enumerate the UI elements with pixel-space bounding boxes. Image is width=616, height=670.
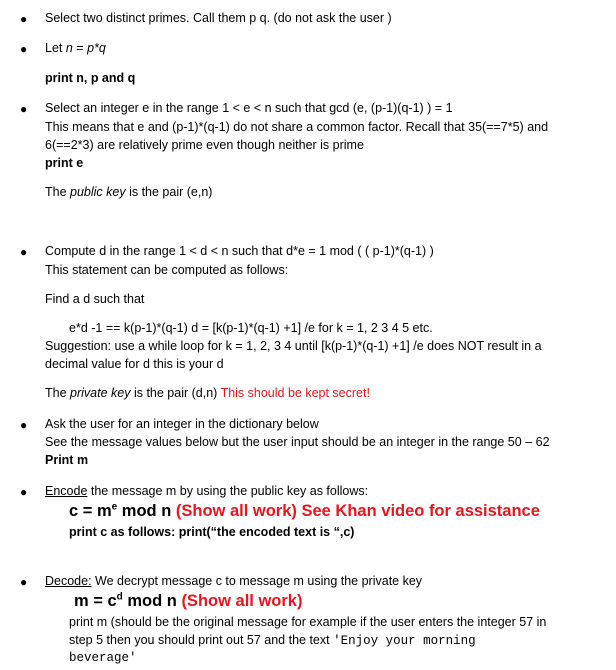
step7-line1: Decode: We decrypt message c to message m using the private key [45, 574, 423, 588]
bullet-icon: ● [20, 12, 28, 26]
step4-suggestion: Suggestion: use a while loop for k = 1, 2, 3 4 until [k(p-1)*(q-1) +1] /e does NOT result in a [45, 339, 542, 353]
step6-print: print c as follows: print(“the encoded text is “,c) [69, 525, 355, 539]
encode-formula: $c = m^e$ mod n (Show all work) See Khan video for assistance [69, 501, 540, 520]
public-key-text: The public key is the pair (e,n) [45, 185, 213, 199]
step7-print-line3: beverage' [69, 651, 137, 665]
step5-line2: See the message values below but the user input should be an integer in the range 50 – 62 [45, 435, 550, 449]
step3-line1: Select an integer e in the range 1 < e < n such that gcd (e, (p-1)(q-1) ) = 1 [45, 101, 453, 115]
step6-line1: Encode the message m by using the public key as follows: [45, 484, 369, 498]
step7-print-line2: step 5 then you should print out 57 and the text 'Enjoy your morning [69, 633, 476, 648]
bullet-icon: ● [20, 485, 28, 499]
step3-line2: This means that e and (p-1)*(q-1) do not share a common factor. Recall that 35(==7*5) and [45, 120, 549, 134]
step5-line1: Ask the user for an integer in the dictionary below [45, 417, 319, 431]
bullet-icon: ● [20, 42, 28, 56]
step4-line6: decimal value for d this is your d [45, 357, 224, 371]
private-key-text: The private key is the pair (d,n) This should be kept secret! [45, 386, 370, 400]
step2-print: print n, p and q [45, 71, 136, 85]
step1-text: Select two distinct primes. Call them p q. (do not ask the user ) [45, 11, 392, 25]
step4-line3: Find a d such that [45, 292, 145, 306]
step4-line2: This statement can be computed as follows: [45, 263, 289, 277]
step4-formula: e*d -1 == k(p-1)*(q-1) d = [k(p-1)*(q-1) +1] /e for k = 1, 2 3 4 5 etc. [69, 321, 433, 335]
step2-text: Let n = p*q [45, 41, 106, 55]
bullet-icon: ● [20, 418, 28, 432]
step3-print: print e [45, 156, 84, 170]
secret-warning: This should be kept secret! [220, 386, 370, 400]
decode-formula: $m = c^d$ mod n (Show all work) [74, 591, 303, 610]
step5-print: Print m [45, 453, 89, 467]
step3-line3: 6(==2*3) are relatively prime even though neither is prime [45, 138, 364, 152]
bullet-icon: ● [20, 575, 28, 589]
bullet-icon: ● [20, 102, 28, 116]
step4-line1: Compute d in the range 1 < d < n such that d*e = 1 mod ( ( p-1)*(q-1) ) [45, 244, 434, 258]
step7-print-line1: print m (should be the original message for example if the user enters the integer 57 in [69, 615, 547, 629]
bullet-icon: ● [20, 245, 28, 259]
